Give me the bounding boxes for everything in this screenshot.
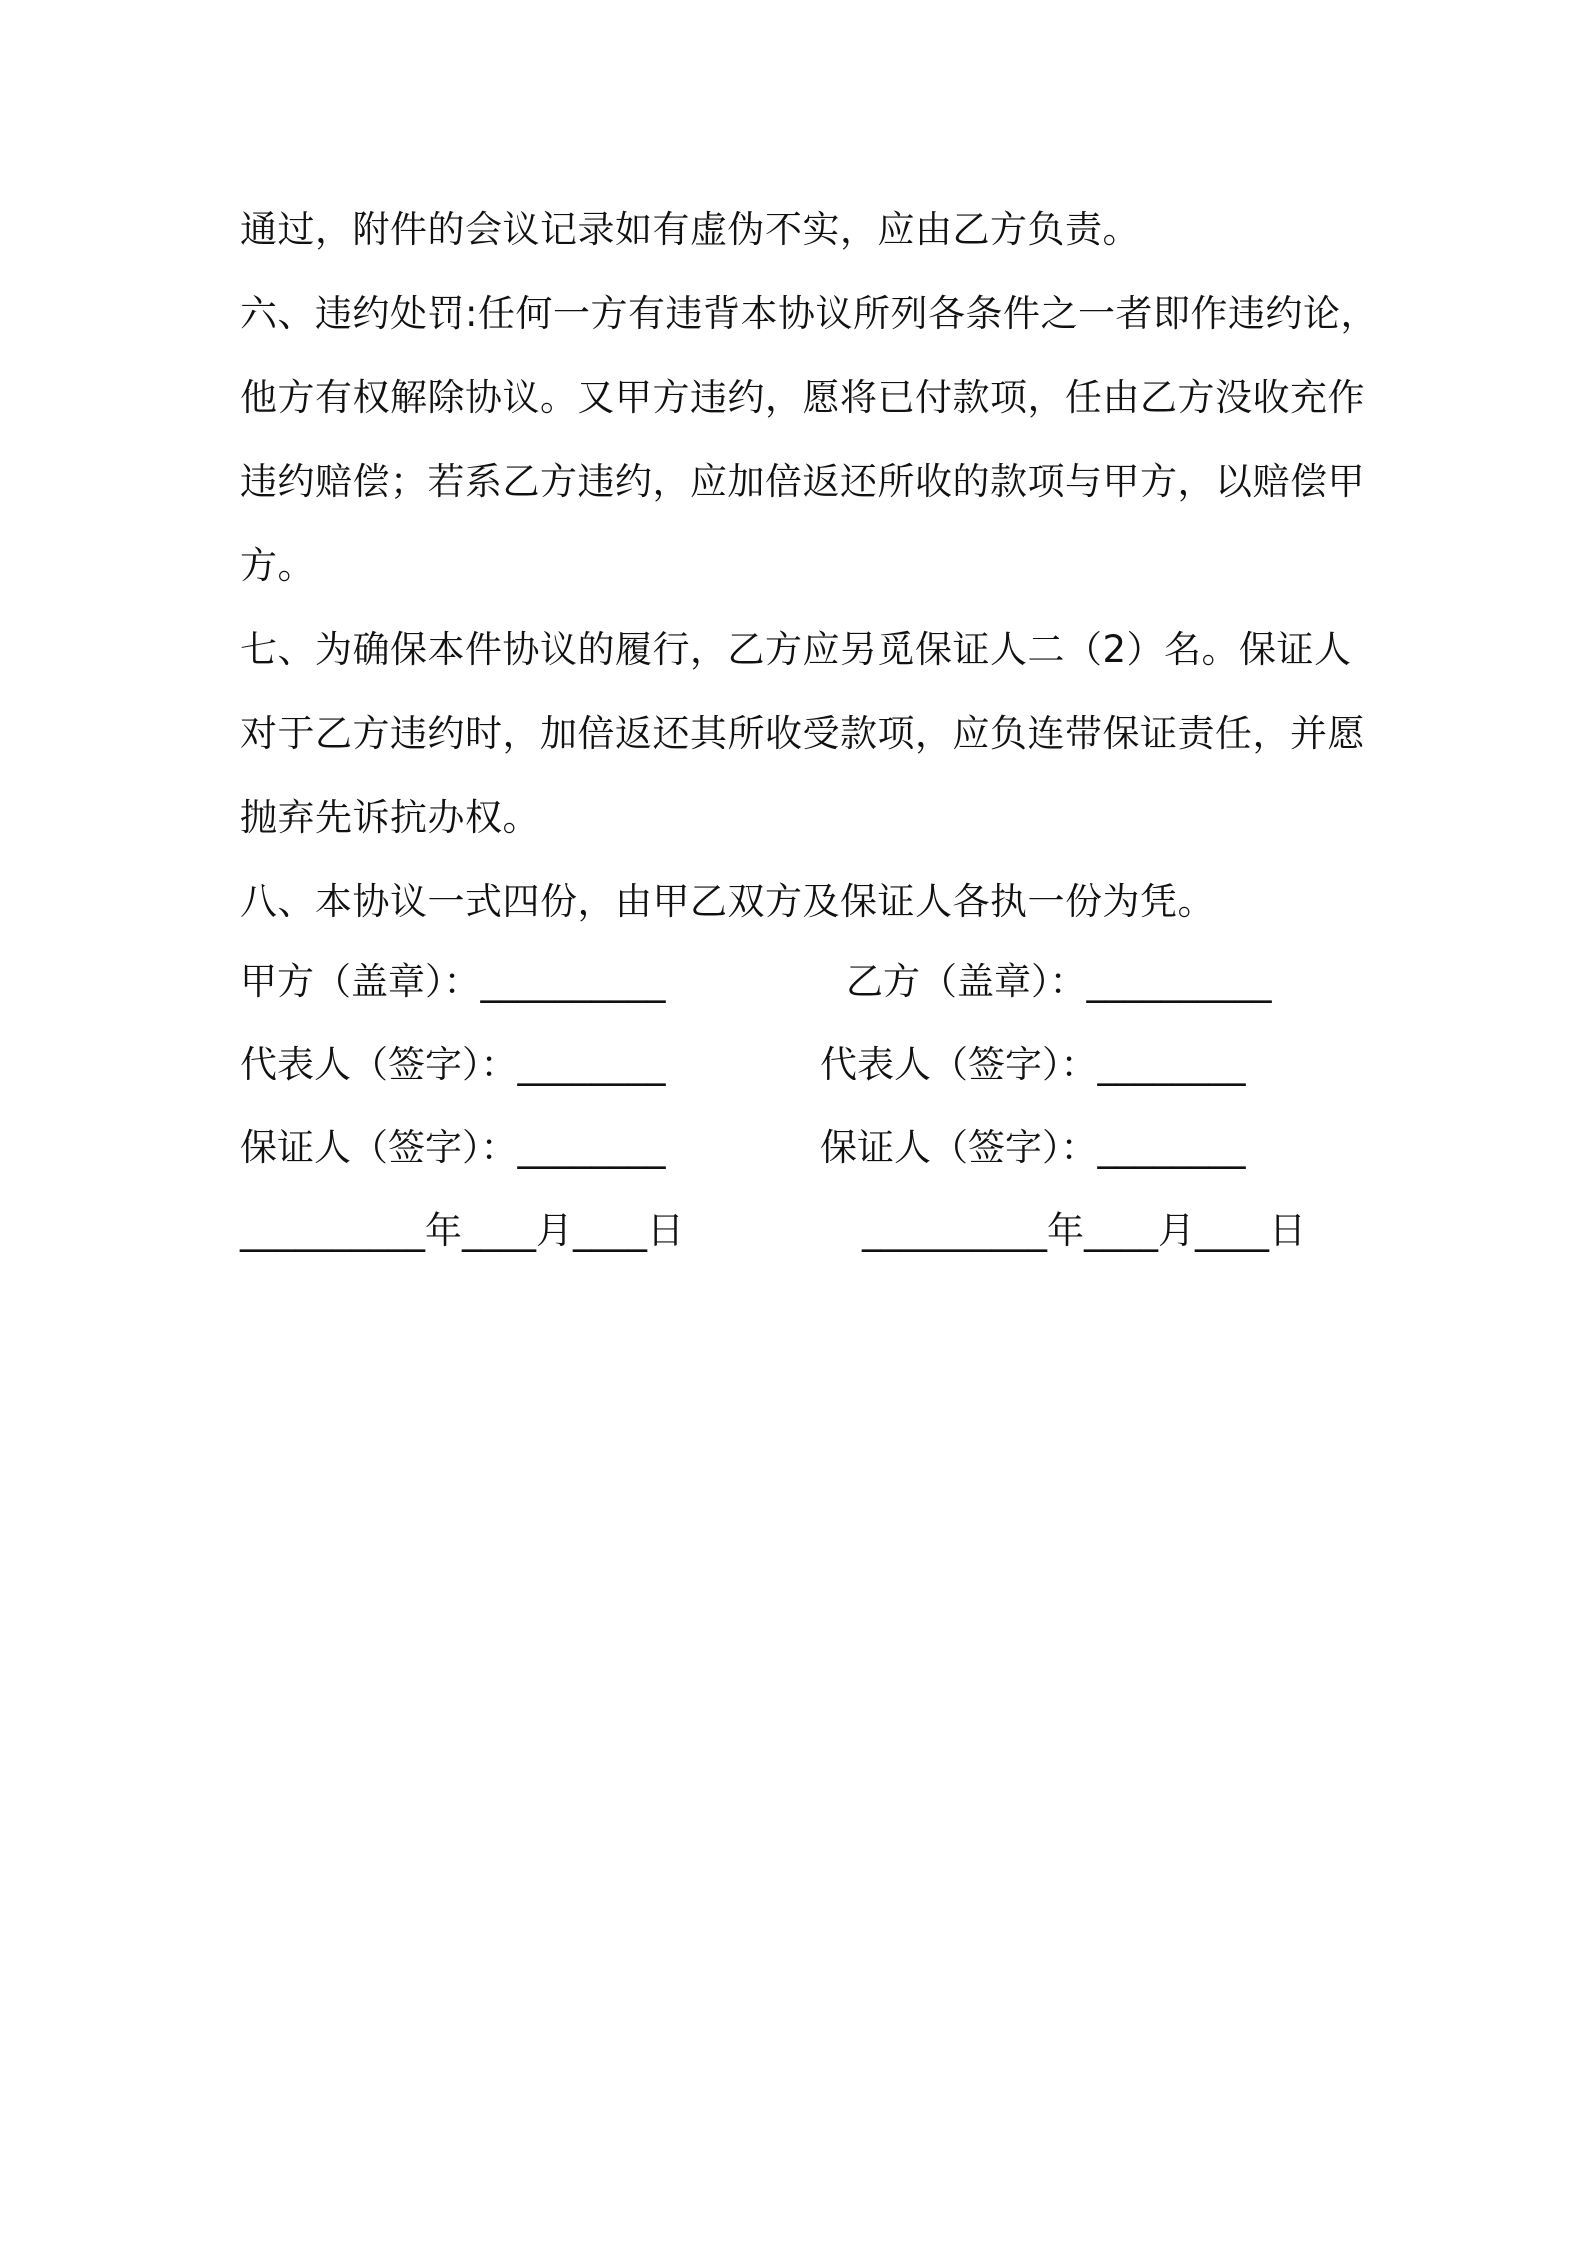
date-left-field: __________年____月____日 bbox=[240, 1209, 684, 1252]
body-line: 方。 bbox=[240, 544, 315, 587]
signature-row-parties bbox=[0, 952, 1586, 1012]
party-b-seal-field: 乙方（盖章）：__________ bbox=[846, 960, 1272, 1003]
representative-right-field: 代表人（签字）：________ bbox=[820, 1043, 1246, 1086]
guarantor-left-field: 保证人（签字）：________ bbox=[240, 1126, 666, 1169]
body-line: 通过，附件的会议记录如有虚伪不实，应由乙方负责。 bbox=[240, 208, 1140, 251]
representative-left-field: 代表人（签字）：________ bbox=[240, 1043, 666, 1086]
signature-row-representatives bbox=[0, 1035, 1586, 1095]
body-line: 六、违约处罚:任何一方有违背本协议所列各条件之一者即作违约论， bbox=[240, 292, 1378, 335]
date-right-field: __________年____月____日 bbox=[862, 1209, 1306, 1252]
body-line: 他方有权解除协议。又甲方违约，愿将已付款项，任由乙方没收充作 bbox=[240, 376, 1365, 419]
signature-row-dates bbox=[0, 1201, 1586, 1261]
body-line: 抛弃先诉抗办权。 bbox=[240, 796, 540, 839]
agreement-body bbox=[240, 188, 1378, 944]
body-line: 七、为确保本件协议的履行，乙方应另觅保证人二（2）名。保证人 bbox=[240, 628, 1352, 671]
signature-row-guarantors bbox=[0, 1118, 1586, 1178]
body-line: 对于乙方违约时，加倍返还其所收受款项，应负连带保证责任，并愿 bbox=[240, 712, 1365, 755]
guarantor-right-field: 保证人（签字）：________ bbox=[820, 1126, 1246, 1169]
body-line: 八、本协议一式四份，由甲乙双方及保证人各执一份为凭。 bbox=[240, 880, 1215, 923]
party-a-seal-field: 甲方（盖章）：__________ bbox=[240, 960, 666, 1003]
body-line: 违约赔偿；若系乙方违约，应加倍返还所收的款项与甲方，以赔偿甲 bbox=[240, 460, 1365, 503]
